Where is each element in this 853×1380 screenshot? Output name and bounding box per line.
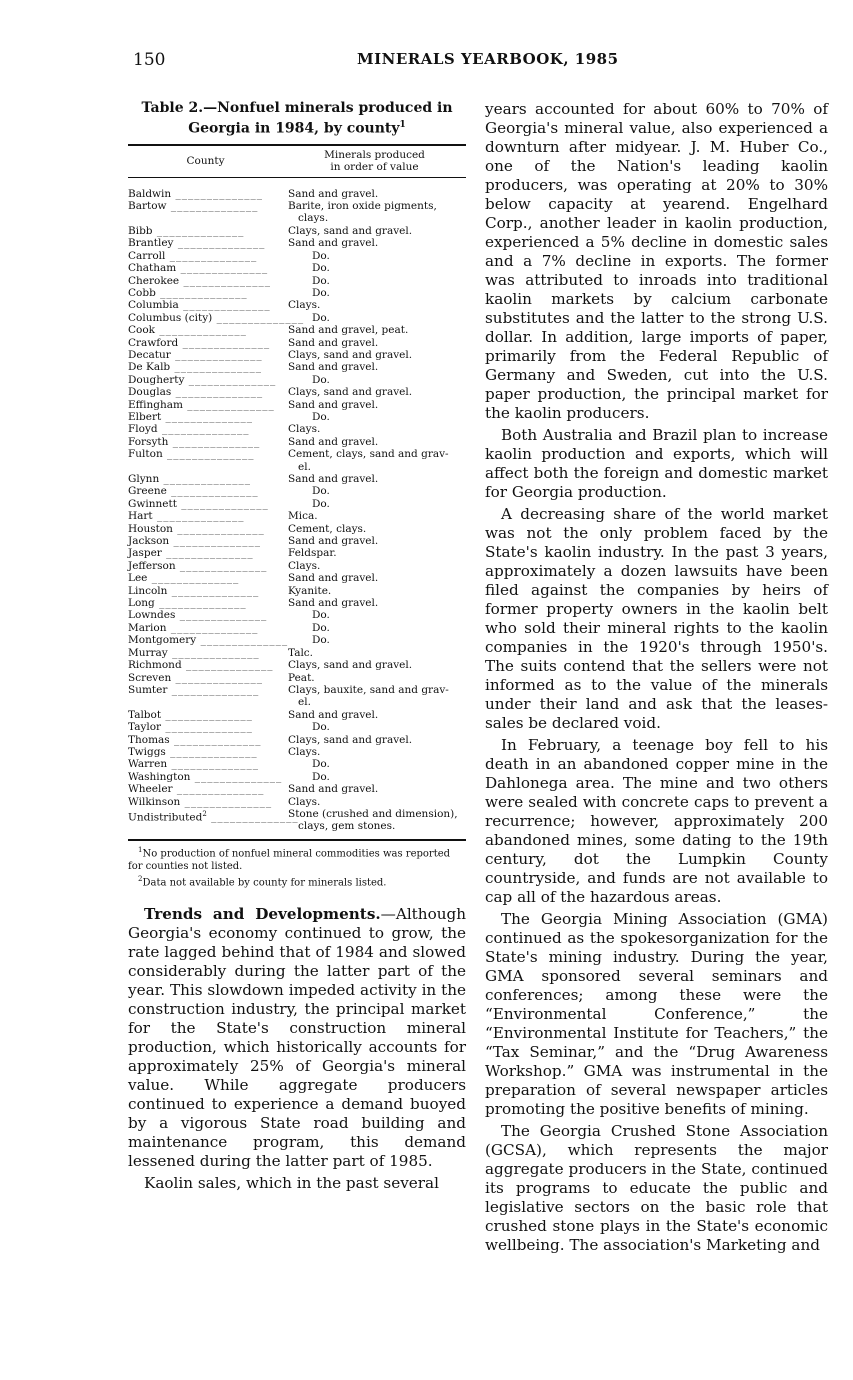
minerals-cell: Sand and gravel.: [288, 473, 379, 485]
county-cell: Lincoln ______________: [128, 584, 260, 597]
minerals-cell: Sand and gravel.: [288, 708, 379, 721]
table-body: [128, 178, 466, 839]
right-column: [485, 100, 828, 1255]
county-cell: Brantley ______________: [128, 237, 266, 250]
table-row: [128, 634, 466, 646]
minerals-cell: Clays.: [288, 795, 321, 808]
table-row: [128, 796, 466, 808]
table-row: [128, 609, 466, 621]
paragraph-trends: Trends and Developments.—Although Georgia's economy continued to grow, the rate lagged behind that of 1984 and slowed considerably during the latter part of the year. This slowdown impeded activity in the construction industry, the principal market for the State's construction mineral production, which historically accounts for approximately 25% of Georgia's mineral value. While aggregate producers continued to experience a demand buoyed by a vigorous State road building and maintenance program, this demand lessened during the latter part of 1985.: [128, 905, 466, 1171]
table-row: [128, 560, 466, 572]
minerals-cell: Do.: [312, 485, 330, 498]
county-cell: Wilkinson ______________: [128, 795, 273, 808]
minerals-cell: Sand and gravel.: [288, 187, 379, 200]
table-row: [128, 262, 466, 274]
minerals-cell: Do.: [312, 262, 330, 275]
county-cell: Montgomery ______________: [128, 634, 289, 647]
county-cell: Wheeler ______________: [128, 783, 265, 796]
table-row: [128, 585, 466, 597]
county-cell: Gwinnett ______________: [128, 497, 269, 510]
footnote-1: $^1$No production of nonfuel mineral commodities was reported for counties not listed.: [128, 845, 451, 873]
table-row: [128, 411, 466, 423]
county-cell: Cook ______________: [128, 324, 247, 337]
county-cell: Washington ______________: [128, 770, 283, 783]
table-row: [128, 597, 466, 609]
table-row: [128, 312, 466, 324]
minerals-cell: Sand and gravel.: [288, 435, 379, 448]
paragraph-gcsa: The Georgia Crushed Stone Association (GCSA), which represents the major aggregate producers in the State, continued its programs to educate the public and legislative sectors on the basic role that crushed stone plays in the State's economic wellbeing. The association's Marketing and: [485, 1122, 828, 1254]
page-number: 150: [133, 50, 166, 70]
minerals-cell: Clays, sand and gravel.: [288, 733, 413, 746]
table-row: [128, 374, 466, 386]
county-cell: Baldwin ______________: [128, 187, 264, 200]
minerals-cell: Do.: [312, 311, 330, 324]
county-cell: De Kalb ______________: [128, 361, 262, 374]
minerals-cell: Clays.: [288, 423, 321, 436]
paragraph-kaolin-cont: years accounted for about 60% to 70% of Georgia's mineral value, also experienced a downturn after midyear. J. M. Huber Co., one of the Nation's leading kaolin producers, was operating at 20% to 30% below capacity at yearend. Engelhard Corp., another leader in kaolin production, experienced a 5% decline in domestic sales and a 7% decline in exports. The former was attributed to inroads into traditional kaolin markets by calcium carbonate substitutes and the latter to the strong U.S. dollar. In addition, large imports of paper, primarily from the Federal Republic of Germany and Sweden, cut into the U.S. paper production, the principal market for the kaolin producers.: [485, 100, 828, 422]
county-cell: Chatham ______________: [128, 262, 269, 275]
minerals-cell: Sand and gravel.: [288, 336, 379, 349]
table-row: [128, 535, 466, 547]
table-row: [128, 225, 466, 237]
county-cell: Jackson ______________: [128, 535, 262, 548]
county-cell: Jasper ______________: [128, 547, 254, 560]
county-cell: Screven ______________: [128, 671, 264, 684]
minerals-cell: Do.: [312, 373, 330, 386]
column-header-county: County: [186, 154, 225, 167]
table-row: [128, 386, 466, 398]
minerals-cell: Do.: [312, 274, 330, 287]
minerals-cell: Clays, sand and gravel.: [288, 348, 413, 361]
county-cell: Talbot ______________: [128, 708, 253, 721]
county-cell: Fulton ______________: [128, 448, 255, 461]
minerals-cell: Talc.: [288, 646, 314, 659]
county-cell: Undistributed$^2$ ______________: [128, 809, 299, 824]
county-cell: Cherokee ______________: [128, 274, 271, 287]
left-body-text: [128, 905, 466, 1193]
minerals-cell: Do.: [312, 410, 330, 423]
footnote-2: $^2$Data not available by county for minerals listed.: [138, 875, 387, 889]
county-cell: Hart ______________: [128, 510, 245, 523]
table-row: [128, 734, 466, 746]
minerals-cell: Do.: [312, 621, 330, 634]
county-cell: Sumter ______________: [128, 683, 260, 696]
minerals-cell: Sand and gravel.: [288, 783, 379, 796]
county-cell: Warren ______________: [128, 758, 259, 771]
minerals-cell: Do.: [312, 497, 330, 510]
table-row: [128, 349, 466, 361]
table-row: [128, 200, 466, 225]
county-cell: Bartow ______________: [128, 200, 259, 213]
county-cell: Lowndes ______________: [128, 609, 268, 622]
table-header: [128, 146, 466, 177]
county-cell: Richmond ______________: [128, 659, 274, 672]
table-row: [128, 423, 466, 435]
minerals-cell: Kyanite.: [288, 584, 332, 597]
table-row: [128, 771, 466, 783]
minerals-cell: Clays.: [288, 559, 321, 572]
column-header-minerals: Minerals produced in order of value: [324, 148, 425, 173]
table-row: [128, 299, 466, 311]
table-row: [128, 498, 466, 510]
minerals-cell: Sand and gravel.: [288, 535, 379, 548]
minerals-cell: Clays, sand and gravel.: [288, 659, 413, 672]
table-row: [128, 572, 466, 584]
table-row: [128, 436, 466, 448]
minerals-cell: Clays, bauxite, sand and grav- el.: [288, 683, 449, 709]
minerals-cell: Sand and gravel.: [288, 572, 379, 585]
table-title-footnote-mark: 1: [399, 120, 406, 130]
county-cell: Effingham ______________: [128, 398, 275, 411]
county-cell: Marion ______________: [128, 621, 259, 634]
table-row: [128, 523, 466, 535]
table-footnotes: [128, 841, 466, 890]
table-row: [128, 473, 466, 485]
table-row: [128, 783, 466, 795]
minerals-cell: Clays.: [288, 745, 321, 758]
paragraph-gma: The Georgia Mining Association (GMA) continued as the spokesorganization for the State's mining industry. During the year, GMA sponsored several seminars and conferences; among these were the “Environmental Conference,” the “Environmental Institute for Teachers,” the “Tax Seminar,” and the “Drug Awareness Workshop.” GMA was instrumental in the preparation of several newspaper articles promoting the positive benefits of mining.: [485, 910, 828, 1118]
table-row: [128, 672, 466, 684]
minerals-cell: Feldspar.: [288, 547, 337, 560]
county-cell: Murray ______________: [128, 646, 260, 659]
minerals-cell: Clays, sand and gravel.: [288, 224, 413, 237]
county-cell: Jefferson ______________: [128, 559, 268, 572]
paragraph-australia-brazil: Both Australia and Brazil plan to increase kaolin production and exports, which will affect both the foreign and domestic market for Georgia production.: [485, 426, 828, 501]
table-row: [128, 709, 466, 721]
table-row: [128, 622, 466, 634]
table-row: [128, 250, 466, 262]
county-cell: Elbert ______________: [128, 410, 254, 423]
county-cell: Columbia ______________: [128, 299, 271, 312]
county-cell: Taylor ______________: [128, 721, 253, 734]
county-cell: Thomas ______________: [128, 733, 262, 746]
table-row: [128, 188, 466, 200]
county-cell: Cobb ______________: [128, 286, 248, 299]
minerals-cell: Sand and gravel.: [288, 398, 379, 411]
table-row: [128, 399, 466, 411]
minerals-cell: Sand and gravel.: [288, 237, 379, 250]
minerals-cell: Stone (crushed and dimension), clays, gem stones.: [288, 807, 458, 833]
table-row: [128, 337, 466, 349]
county-cell: Forsyth ______________: [128, 435, 261, 448]
minerals-cell: Sand and gravel.: [288, 361, 379, 374]
minerals-cell: Peat.: [288, 671, 315, 684]
paragraph-mine-accident: In February, a teenage boy fell to his death in an abandoned copper mine in the Dahlonega area. The mine and two others were sealed with concrete caps to prevent a recurrence; however, approximately 200 abandoned mines, some dating to the 19th century, dot the Lumpkin County countryside, and funds are not available to cap all of the hazardous areas.: [485, 736, 828, 906]
table-row: [128, 324, 466, 336]
table-row: [128, 647, 466, 659]
minerals-cell: Do.: [312, 609, 330, 622]
minerals-cell: Mica.: [288, 510, 318, 523]
county-cell: Carroll ______________: [128, 249, 258, 262]
table-row: [128, 547, 466, 559]
table-row: [128, 808, 466, 833]
table-row: [128, 721, 466, 733]
table-row: [128, 275, 466, 287]
table-row: [128, 746, 466, 758]
county-cell: Greene ______________: [128, 485, 259, 498]
running-head: MINERALS YEARBOOK, 1985: [357, 50, 619, 68]
county-cell: Columbus (city) ______________: [128, 311, 305, 324]
county-cell: Houston ______________: [128, 522, 265, 535]
minerals-cell: Do.: [312, 634, 330, 647]
county-cell: Dougherty ______________: [128, 373, 277, 386]
minerals-cell: Cement, clays, sand and grav- el.: [288, 448, 449, 473]
table-row: [128, 237, 466, 249]
county-cell: Glynn ______________: [128, 473, 252, 485]
table-row: [128, 684, 466, 709]
minerals-cell: Clays, sand and gravel.: [288, 386, 413, 399]
minerals-cell: Do.: [312, 286, 330, 299]
left-column: [128, 100, 466, 1193]
table-row: [128, 758, 466, 770]
minerals-cell: Clays.: [288, 299, 321, 312]
minerals-cell: Do.: [312, 721, 330, 734]
paragraph-kaolin-start: Kaolin sales, which in the past several: [144, 1174, 439, 1193]
minerals-cell: Sand and gravel, peat.: [288, 324, 409, 337]
county-cell: Lee ______________: [128, 572, 240, 585]
county-cell: Douglas ______________: [128, 386, 264, 399]
paragraph-lawsuits: A decreasing share of the world market was not the only problem faced by the State's kaolin industry. In the past 3 years, approximately a dozen lawsuits have been filed against the companies by heirs of former property owners in the kaolin belt who sold their mineral rights to the kaolin companies in the 1920's through 1950's. The suits contend that the sellers were not informed as to the value of the minerals under their land and ask that the leases-sales be declared void.: [485, 505, 828, 732]
county-cell: Long ______________: [128, 597, 247, 610]
county-cell: Bibb ______________: [128, 224, 245, 237]
minerals-cell: Barite, iron oxide pigments, clays.: [288, 200, 437, 225]
table-row: [128, 448, 466, 473]
minerals-cell: Do.: [312, 249, 330, 262]
table-row: [128, 659, 466, 671]
county-cell: Floyd ______________: [128, 423, 250, 436]
table-row: [128, 287, 466, 299]
minerals-cell: Do.: [312, 770, 330, 783]
table-row: [128, 510, 466, 522]
county-cell: Crawford ______________: [128, 336, 271, 349]
minerals-cell: Sand and gravel.: [288, 597, 379, 610]
table-title-line1: Table 2.—Nonfuel minerals produced in: [141, 100, 453, 116]
minerals-cell: Cement, clays.: [288, 522, 367, 535]
table-row: [128, 485, 466, 497]
minerals-cell: Do.: [312, 758, 330, 771]
table-row: [128, 361, 466, 373]
county-cell: Decatur ______________: [128, 348, 263, 361]
county-cell: Twiggs ______________: [128, 745, 258, 758]
table-title-line2: Georgia in 1984, by county: [188, 120, 400, 137]
section-heading: Trends and Developments.: [144, 905, 381, 924]
table-title: [128, 100, 466, 138]
